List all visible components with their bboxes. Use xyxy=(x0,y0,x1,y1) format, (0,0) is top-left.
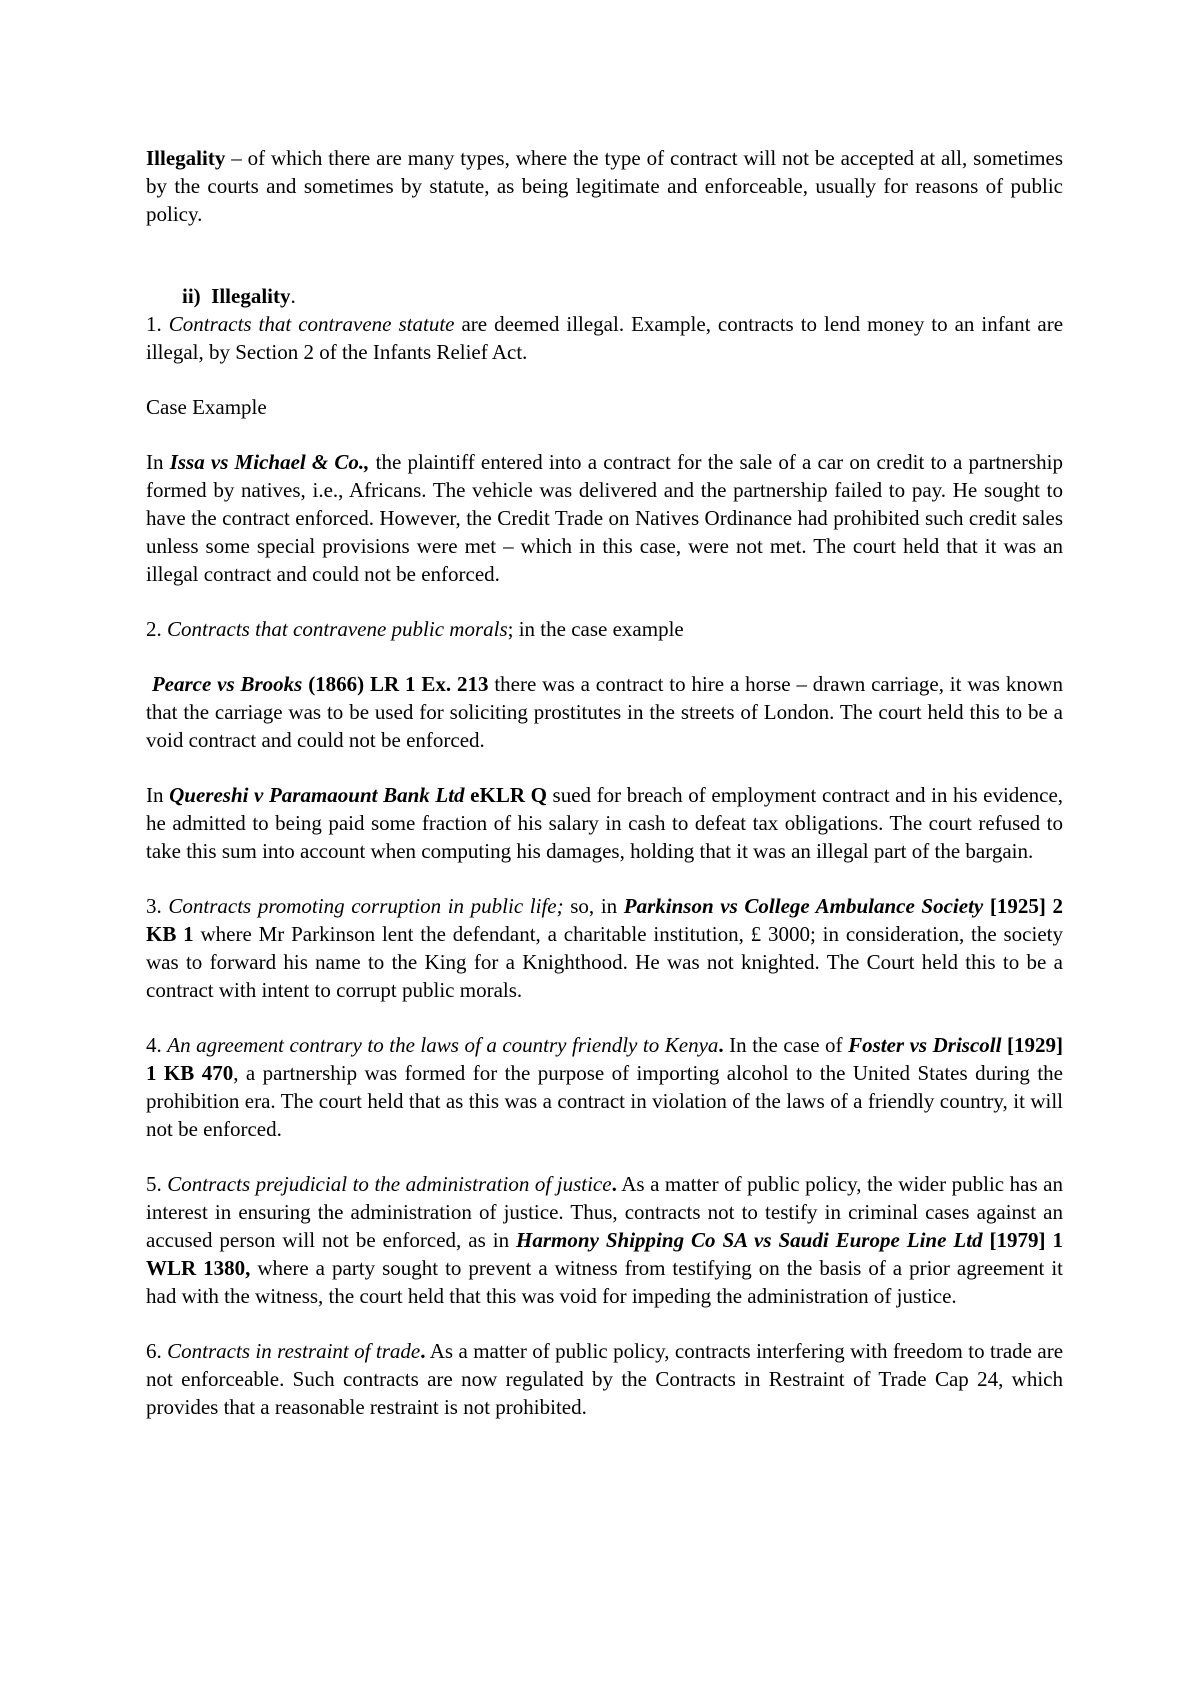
p3-case-name: Parkinson vs College Ambulance Society xyxy=(623,894,984,918)
p3-mid: so, in xyxy=(563,894,624,918)
p3-text: where Mr Parkinson lent the defendant, a charitable institution, £ 3000; in consideration, the society was to forward his name to the King for a Knighthood. He was not knighted. The Court held this to be a contract with intent to corrupt public morals. xyxy=(146,922,1063,1002)
case-example-label: Case Example xyxy=(146,395,267,419)
p4-case-name: Foster vs Driscoll xyxy=(848,1033,1002,1057)
p5-text: where a party sought to prevent a witness from testifying on the basis of a prior agreement it had with the witness, the court held that this was void for impeding the administration of justice. xyxy=(146,1256,1063,1308)
pearce-citation: (1866) LR 1 Ex. 213 xyxy=(302,672,489,696)
p4-mid: In the case of xyxy=(723,1033,849,1057)
paragraph-4 xyxy=(146,1031,1063,1143)
p5-citation: [1979] 1 WLR 1380, xyxy=(146,1228,1063,1280)
quereshi-paragraph xyxy=(146,781,1063,865)
p4-period: . xyxy=(718,1033,724,1057)
intro-paragraph xyxy=(146,144,1063,228)
p3-number: 3. xyxy=(146,894,169,918)
p2-number: 2. xyxy=(146,617,167,641)
issa-text: the plaintiff entered into a contract for the sale of a car on credit to a partnership formed by natives, i.e., Africans. The vehicle was delivered and the partnership failed to pay. He sought to have the contract enforced. However, the Credit Trade on Natives Ordinance had prohibited such credit sales unless some special provisions were met – which in this case, were not met. The court held that it was an illegal contract and could not be enforced. xyxy=(146,450,1064,586)
p5-period: . xyxy=(611,1172,617,1196)
p6-period: . xyxy=(420,1339,426,1363)
document-body xyxy=(146,144,1063,1421)
p3-citation: [1925] 2 KB 1 xyxy=(146,894,1063,946)
intro-text: – of which there are many types, where the type of contract will not be accepted at all, sometimes by the courts and sometimes by statute, as being legitimate and enforceable, usually for reasons of public policy. xyxy=(146,146,1063,226)
issa-pre: In xyxy=(146,450,170,474)
intro-term: Illegality xyxy=(146,146,226,170)
paragraph-6 xyxy=(146,1337,1063,1421)
p1-number: 1. xyxy=(146,312,169,336)
paragraph-1 xyxy=(146,310,1063,366)
p5-number: 5. xyxy=(146,1172,168,1196)
quereshi-case-name: Quereshi v Paramaount Bank Ltd xyxy=(169,783,465,807)
p3-title: Contracts promoting corruption in public life; xyxy=(168,894,564,918)
p5-mid: As a matter of public policy, the wider public has an interest in ensuring the administration of justice. Thus, contracts not to testify in criminal cases against an accused person will not be enforced, as in xyxy=(146,1172,1063,1252)
p4-citation: [1929] 1 KB 470 xyxy=(146,1033,1063,1085)
issa-case-name: Issa vs Michael & Co., xyxy=(169,450,370,474)
p2-title: Contracts that contravene public morals xyxy=(167,617,508,641)
p1-text: are deemed illegal. Example, contracts to lend money to an infant are illegal, by Section 2 of the Infants Relief Act. xyxy=(146,312,1064,364)
issa-paragraph xyxy=(146,448,1063,588)
quereshi-text: sued for breach of employment contract and in his evidence, he admitted to being paid some fraction of his salary in cash to defeat tax obligations. The court refused to take this sum into account when computing his damages, holding that it was an illegal part of the bargain. xyxy=(146,783,1064,863)
p2-text: ; in the case example xyxy=(507,617,684,641)
paragraph-2 xyxy=(146,615,1063,643)
p6-title: Contracts in restraint of trade xyxy=(167,1339,421,1363)
quereshi-citation: eKLR Q xyxy=(464,783,547,807)
section-title: Illegality xyxy=(211,284,291,308)
p4-title: An agreement contrary to the laws of a country friendly to Kenya xyxy=(167,1033,719,1057)
p4-text: , a partnership was formed for the purpose of importing alcohol to the United States during the prohibition era. The court held that as this was a contract in violation of the laws of a friendly country, it will not be enforced. xyxy=(146,1061,1063,1141)
section-heading xyxy=(146,282,1063,310)
paragraph-5 xyxy=(146,1170,1063,1310)
p5-case-name: Harmony Shipping Co SA vs Saudi Europe Line Ltd xyxy=(516,1228,983,1252)
pearce-paragraph xyxy=(146,670,1063,754)
p1-title: Contracts that contravene statute xyxy=(168,312,455,336)
section-number: ii) xyxy=(182,284,201,308)
section-period: . xyxy=(290,284,296,308)
p4-number: 4. xyxy=(146,1033,168,1057)
pearce-case-name: Pearce vs Brooks xyxy=(151,672,303,696)
p5-title: Contracts prejudicial to the administration of justice xyxy=(167,1172,612,1196)
p6-number: 6. xyxy=(146,1339,168,1363)
paragraph-3 xyxy=(146,892,1063,1004)
p6-text: As a matter of public policy, contracts interfering with freedom to trade are not enforceable. Such contracts are now regulated by the Contracts in Restraint of Trade Cap 24, which provides that a reasonable restraint is not prohibited. xyxy=(146,1339,1064,1419)
pearce-text: there was a contract to hire a horse – drawn carriage, it was known that the carriage was to be used for soliciting prostitutes in the streets of London. The court held this to be a void contract and could not be enforced. xyxy=(146,672,1063,752)
quereshi-pre: In xyxy=(146,783,170,807)
